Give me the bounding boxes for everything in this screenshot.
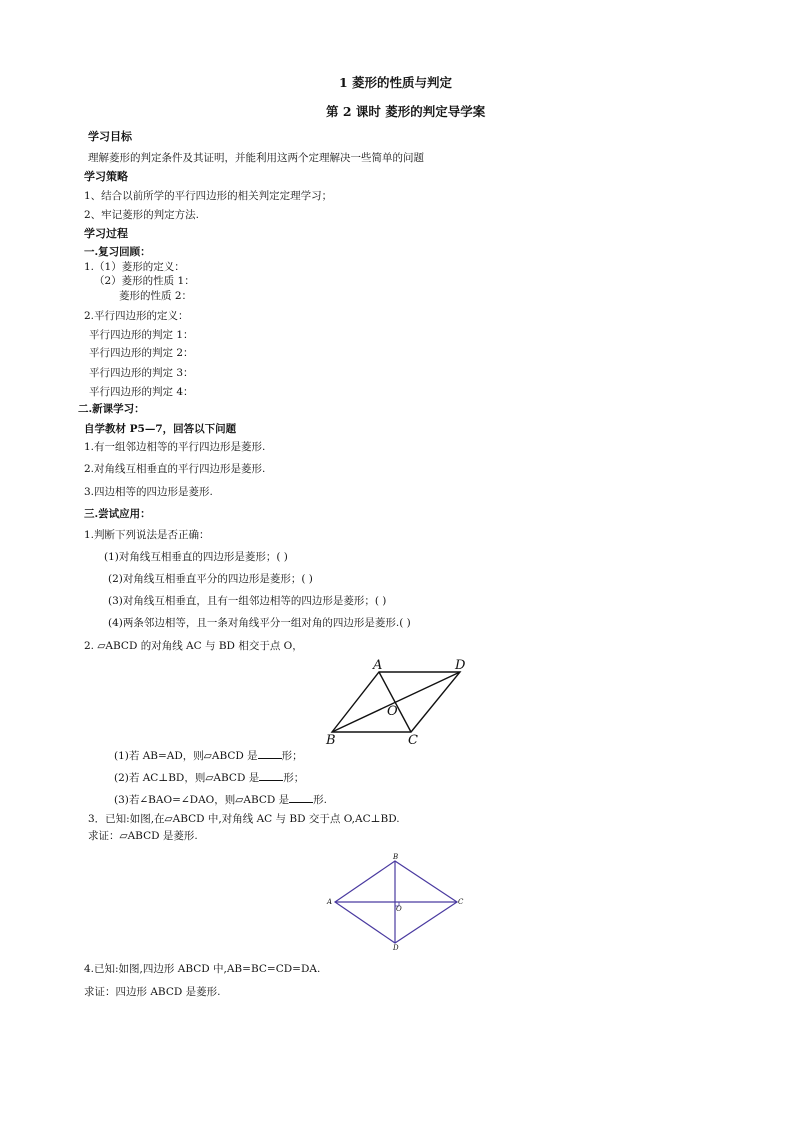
- label-c: C: [458, 898, 464, 906]
- q2-part-text: (1)若 AB=AD，则▱ABCD 是: [114, 750, 258, 762]
- review-line: 平行四边形的判定 2：: [89, 347, 194, 359]
- new-learning-item: 2.对角线互相垂直的平行四边形是菱形.: [84, 463, 266, 475]
- q1-stem: 1.判断下列说法是否正确：: [84, 529, 210, 541]
- q4-given: 4.已知:如图,四边形 ABCD 中,AB=BC=CD=DA.: [84, 963, 321, 975]
- label-a: A: [327, 898, 333, 906]
- review-line: 平行四边形的判定 1：: [89, 329, 194, 341]
- q1-part: (4)两条邻边相等，且一条对角线平分一组对角的四边形是菱形.( ): [108, 617, 411, 629]
- q3-rhombus-figure: [322, 852, 472, 952]
- label-b: B: [393, 853, 399, 861]
- diagonal-bd: [332, 672, 460, 732]
- review-line: 平行四边形的判定 3：: [89, 367, 194, 379]
- review-line: 2.平行四边形的定义：: [84, 310, 189, 322]
- q2-parallelogram-figure: [320, 652, 480, 747]
- q1-part: (2)对角线互相垂直平分的四边形是菱形；( ): [108, 573, 313, 585]
- answer-blank[interactable]: [259, 770, 283, 781]
- review-heading: 一.复习回顾：: [84, 246, 151, 258]
- process-heading: 学习过程: [84, 227, 128, 240]
- objectives-heading: 学习目标: [88, 130, 132, 143]
- q2-stem: 2. ▱ABCD 的对角线 AC 与 BD 相交于点 O，: [84, 640, 303, 652]
- q3-prove: 求证：▱ABCD 是菱形.: [88, 830, 198, 842]
- strategy-item: 1、结合以前所学的平行四边形的相关判定定理学习；: [84, 190, 333, 202]
- strategy-item: 2、牢记菱形的判定方法.: [84, 209, 200, 221]
- q4-prove: 求证：四边形 ABCD 是菱形.: [84, 986, 221, 998]
- review-line: 平行四边形的判定 4：: [89, 386, 194, 398]
- review-line: 菱形的性质 2：: [119, 290, 193, 302]
- q1-part: (3)对角线互相垂直，且有一组邻边相等的四边形是菱形；( ): [108, 595, 387, 607]
- review-line: （2）菱形的性质 1：: [94, 275, 195, 287]
- review-line: 1.（1）菱形的定义：: [84, 261, 185, 273]
- q3-given: 3．已知:如图,在▱ABCD 中,对角线 AC 与 BD 交于点 O,AC⊥BD.: [88, 813, 400, 825]
- label-d: D: [393, 944, 399, 952]
- label-c: C: [408, 733, 418, 748]
- q2-part: [114, 792, 327, 807]
- label-o: O: [396, 905, 402, 913]
- q2-part-text: (3)若∠BAO=∠DAO，则▱ABCD 是: [114, 794, 290, 806]
- q2-part-text: (2)若 AC⊥BD，则▱ABCD 是: [114, 772, 260, 784]
- q2-part-suffix: 形；: [283, 772, 305, 784]
- q2-part: [114, 770, 304, 785]
- label-a: A: [373, 658, 383, 673]
- label-b: B: [326, 733, 336, 748]
- q2-part: [114, 748, 303, 763]
- application-heading: 三.尝试应用：: [84, 508, 151, 520]
- new-learning-heading: 二.新课学习：: [78, 403, 145, 415]
- page-title: 1 菱形的性质与判定: [339, 75, 453, 90]
- answer-blank[interactable]: [258, 748, 282, 759]
- answer-blank[interactable]: [289, 792, 313, 803]
- objectives-text: 理解菱形的判定条件及其证明，并能利用这两个定理解决一些简单的问题: [88, 152, 424, 164]
- label-d: D: [455, 658, 466, 673]
- new-learning-instruction: 自学教材 P5—7，回答以下问题: [84, 423, 237, 435]
- new-learning-item: 3.四边相等的四边形是菱形.: [84, 486, 213, 498]
- label-o: O: [387, 704, 398, 719]
- strategy-heading: 学习策略: [84, 170, 128, 183]
- q2-part-suffix: 形.: [313, 794, 327, 806]
- new-learning-item: 1.有一组邻边相等的平行四边形是菱形.: [84, 441, 266, 453]
- q2-part-suffix: 形；: [281, 750, 303, 762]
- q1-part: (1)对角线互相垂直的四边形是菱形；( ): [104, 551, 288, 563]
- page-subtitle: 第 2 课时 菱形的判定导学案: [326, 104, 486, 119]
